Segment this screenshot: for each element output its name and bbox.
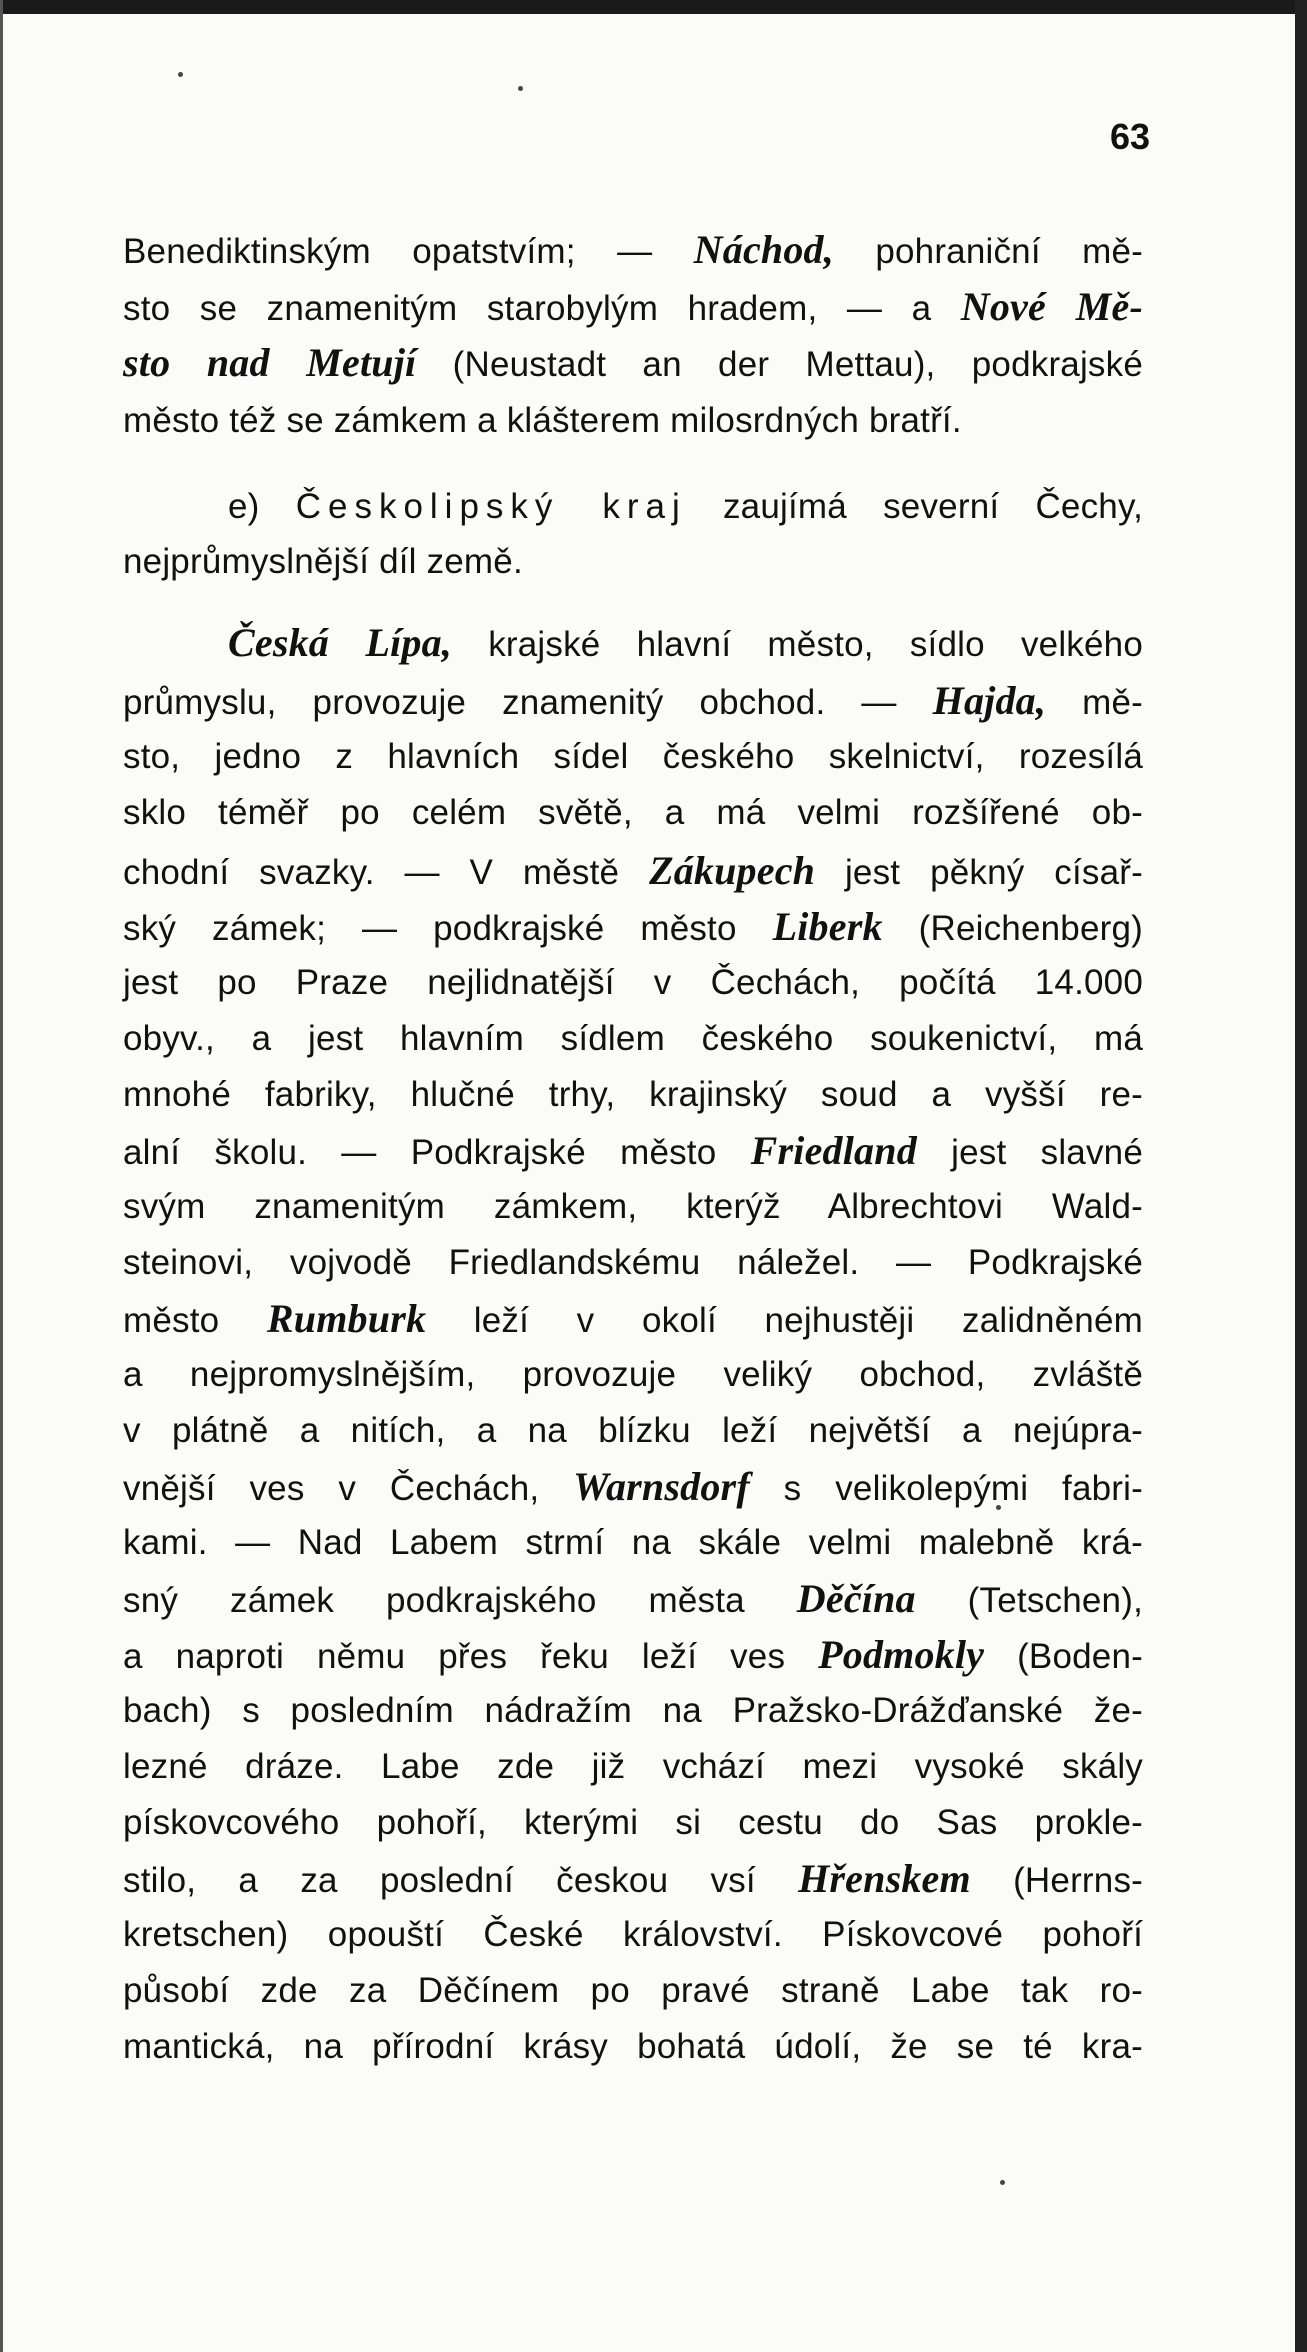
text-run: průmyslu, provozuje znamenitý obchod. — <box>123 683 933 722</box>
text-run: lezné dráze. Labe zde již vchází mezi vysoké skály <box>123 1747 1143 1786</box>
scan-speck <box>1000 2180 1005 2185</box>
place-name: Zákupech <box>649 848 816 893</box>
place-name: Náchod, <box>693 227 834 272</box>
place-name: Hajda, <box>932 678 1047 723</box>
text-line <box>123 1238 1143 1288</box>
text-run: v plátně a nitích, a na blízku leží největší a nejúpra- <box>123 1411 1143 1450</box>
text-line <box>123 1294 1143 1344</box>
text-line <box>123 2022 1143 2072</box>
text-run: mantická, na přírodní krásy bohatá údolí, že se té kra- <box>123 2027 1143 2066</box>
text-line <box>123 1910 1143 1960</box>
place-name: Nové Mě- <box>960 284 1143 329</box>
text-run: kretschen) opouští České království. Pískovcové pohoří <box>123 1915 1143 1954</box>
text-line <box>123 338 1143 388</box>
text-run: alní školu. — Podkrajské město <box>123 1133 751 1172</box>
place-name: Podmokly <box>818 1632 985 1677</box>
text-run: působí zde za Děčínem po pravé straně Labe tak ro- <box>123 1971 1143 2010</box>
text-line <box>123 1854 1143 1904</box>
text-run: s velikolepými fabri- <box>749 1469 1143 1508</box>
text-run: mě- <box>1046 683 1143 722</box>
text-line <box>123 1462 1143 1512</box>
text-run: krajské hlavní město, sídlo velkého <box>452 625 1143 664</box>
text-run: jest pěkný císař- <box>815 853 1144 892</box>
text-run: chodní svazky. — V městě <box>123 853 650 892</box>
text-run: (Boden- <box>984 1637 1143 1676</box>
text-line <box>123 732 1143 782</box>
text-run: sto se znamenitým starobylým hradem, — a <box>123 289 961 328</box>
place-name: Rumburk <box>266 1296 427 1341</box>
text-line <box>123 1014 1143 1064</box>
text-line <box>123 1574 1143 1624</box>
region-heading: Českolipský kraj <box>295 487 687 526</box>
scan-speck <box>178 72 183 77</box>
text-line <box>123 676 1143 726</box>
text-line <box>228 482 1143 532</box>
text-line <box>123 1966 1143 2016</box>
page-number: 63 <box>1109 116 1150 157</box>
text-line <box>123 1406 1143 1456</box>
text-run: vnější ves v Čechách, <box>123 1469 574 1508</box>
text-line <box>123 282 1143 332</box>
place-name: Friedland <box>750 1128 917 1173</box>
text-line <box>228 618 1143 668</box>
text-line <box>123 1070 1143 1120</box>
text-run: jest po Praze nejlidnatější v Čechách, počítá 14.000 <box>123 963 1143 1002</box>
text-run: obyv., a jest hlavním sídlem českého soukenictví, má <box>123 1019 1143 1058</box>
text-line <box>123 1182 1143 1232</box>
text-line <box>123 846 1143 896</box>
text-run: e) <box>228 487 296 526</box>
text-line <box>123 1126 1143 1176</box>
page-right-edge <box>1295 0 1307 2352</box>
text-run: sto, jedno z hlavních sídel českého skelnictví, rozesílá <box>123 737 1143 776</box>
text-run: sklo téměř po celém světě, a má velmi rozšířené ob- <box>123 793 1143 832</box>
text-run: město též se zámkem a klášterem milosrdných bratří. <box>123 401 962 440</box>
text-run: a naproti němu přes řeku leží ves <box>123 1637 819 1676</box>
place-name: Česká Lípa, <box>228 620 453 665</box>
text-run: (Herrns- <box>970 1861 1143 1900</box>
place-name: Warnsdorf <box>573 1464 750 1509</box>
text-line <box>123 1686 1143 1736</box>
place-name: sto nad Metují <box>123 340 417 385</box>
text-line <box>123 1798 1143 1848</box>
page-left-edge <box>0 0 3 2352</box>
text-line <box>123 1518 1143 1568</box>
text-line <box>123 537 1143 587</box>
text-line <box>123 902 1143 952</box>
text-run: (Tetschen), <box>915 1581 1144 1620</box>
text-run: leží v okolí nejhustěji zalidněném <box>426 1301 1143 1340</box>
text-run: jest slavné <box>916 1133 1143 1172</box>
text-run: (Reichenberg) <box>882 909 1143 948</box>
text-run: bach) s posledním nádražím na Pražsko-Drážďanské že- <box>123 1691 1143 1730</box>
place-name: Děčína <box>796 1576 916 1621</box>
text-run: mnohé fabriky, hlučné trhy, krajinský soud a vyšší re- <box>123 1075 1143 1114</box>
text-run: Benediktinským opatstvím; — <box>123 232 694 271</box>
text-run: svým znamenitým zámkem, kterýž Albrechtovi Wald- <box>123 1187 1143 1226</box>
text-run: pohraniční mě- <box>833 232 1144 271</box>
text-run: kami. — Nad Labem strmí na skále velmi malebně krá- <box>123 1523 1143 1562</box>
text-run: (Neustadt an der Mettau), podkrajské <box>416 345 1143 384</box>
text-line <box>123 958 1143 1008</box>
text-line <box>123 1630 1143 1680</box>
text-run: nejprůmyslnější díl země. <box>123 542 523 581</box>
text-run: stilo, a za poslední českou vsí <box>123 1861 799 1900</box>
text-line <box>123 396 1143 446</box>
text-run: ský zámek; — podkrajské město <box>123 909 773 948</box>
place-name: Liberk <box>772 904 883 949</box>
text-line <box>123 788 1143 838</box>
text-line <box>123 1742 1143 1792</box>
place-name: Hřenskem <box>798 1856 971 1901</box>
text-line <box>123 1350 1143 1400</box>
page-top-edge <box>0 0 1307 14</box>
scan-speck <box>518 86 523 91</box>
text-line <box>123 225 1143 275</box>
text-run: steinovi, vojvodě Friedlandskému náležel. — Podkrajské <box>123 1243 1143 1282</box>
text-run: a nejpromyslnějším, provozuje veliký obchod, zvláště <box>123 1355 1143 1394</box>
text-run: město <box>123 1301 267 1340</box>
text-run: sný zámek podkrajského města <box>123 1581 797 1620</box>
text-run: pískovcového pohoří, kterými si cestu do Sas prokle- <box>123 1803 1143 1842</box>
text-run: zaujímá severní Čechy, <box>686 487 1143 526</box>
